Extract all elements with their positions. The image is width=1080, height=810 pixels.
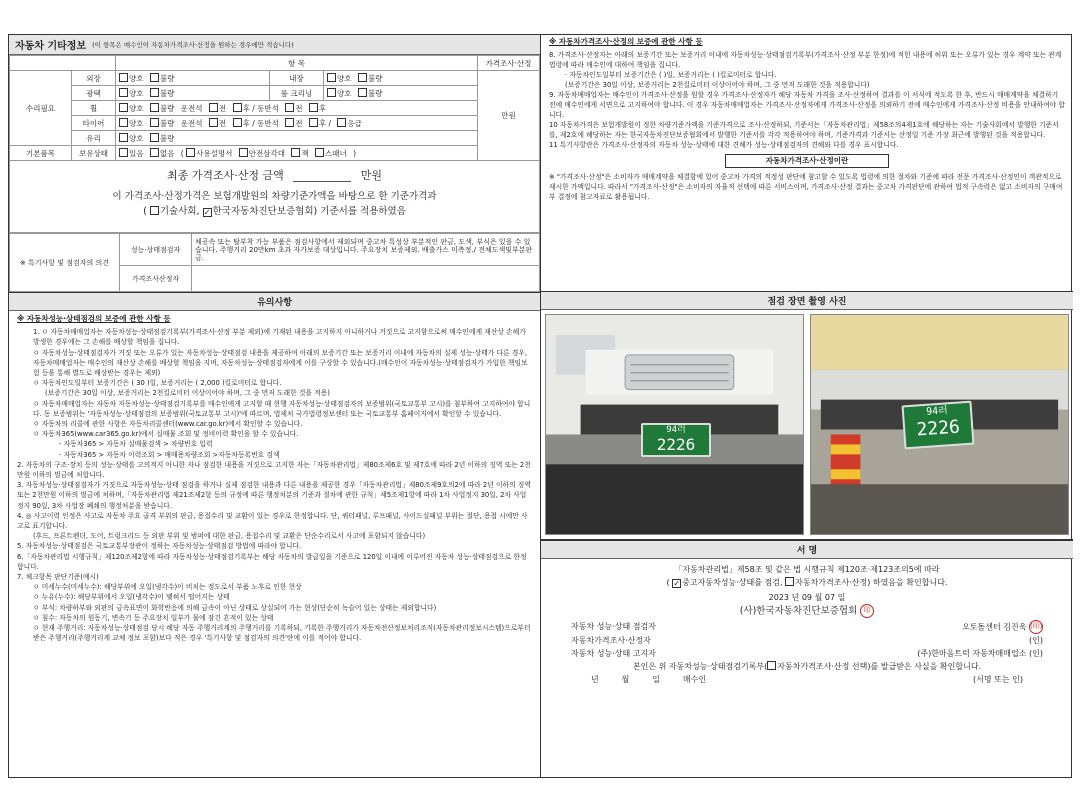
basic-name: 보유상태	[72, 146, 116, 161]
other-info-title: 자동차 기타정보	[15, 41, 87, 52]
license-plate: 94러 2226	[641, 423, 711, 457]
row-options: 양호 불량	[116, 131, 478, 146]
row-name-2: 내장	[269, 71, 323, 86]
caution-item: ㅇ 침수: 자동차의 원동기, 변속기 등 주요장치 일부가 물에 잠긴 흔적이 있는 상태	[33, 613, 274, 622]
inspector-seal-icon: (印)	[1029, 620, 1043, 634]
buyer-row: 년 월 일 매수인 (서명 또는 인)	[591, 675, 1023, 684]
front-photo	[545, 314, 804, 535]
signature-org: (사)한국자동차진단보증협회 印	[551, 604, 1063, 618]
row-options-2: 양호 불량	[323, 71, 477, 86]
caution-item: (보증기간은 30일 이상, 보증거리는 2천킬로미터 이상이어야 하며, 그 중 먼저 도래한 것을 적용)	[45, 389, 330, 398]
appraisal-item: 11 특기사항란은 가격조사·산정자의 자동차 성능·상태에 대한 견해가 성능·상태점검자의 견해와 다를 경우 표시합니다.	[549, 141, 899, 149]
checkbox[interactable]	[150, 148, 159, 157]
caution-item: 5. 자동차성능·상태점검은 국토교통부장관이 정하는 자동차성능·상태점검 방법에 따라야 합니다.	[17, 542, 302, 551]
appraisal-item: · 자동차인도일부터 보증기간은 ( )일, 보증거리는 ( )킬로미터로 합니다.	[565, 71, 777, 79]
col-price-header: 가격조사·산정	[478, 56, 540, 71]
checkbox[interactable]	[285, 118, 294, 127]
photos-title: 점검 장면 촬영 사진	[767, 297, 847, 307]
other-info-note: (이 항목은 매수인이 자동차가격조사·산정을 원하는 경우에만 적습니다)	[92, 41, 294, 49]
checkbox[interactable]	[119, 148, 128, 157]
signature-line2: ( ✓ 중고자동차성능·상태를 점검, 자동차가격조사·산정) 하였음을 확인합니다.	[666, 578, 948, 588]
row-name-2: 룸 크리닝	[269, 86, 323, 101]
appraisal-item: 9. 자동차매매업자는 매수인이 가격조사·산정을 원할 경우 가격조사·산정자가 해당 자동차 가격을 조사·산정하여 결과를 이 서식에 적도록 한 후, 반드시 매매계약을 체결하기 전에 매수인에게 서면으로 고지하여야 합니다. 이 경우 자동차매매업자는 가격조사·산정자에게 가격조사·산정을 의뢰하기 전에 매수인에게 가격조사·산정 비용을 안내하여야 합니다.	[549, 91, 1065, 119]
checkbox[interactable]	[150, 133, 159, 142]
caution-item: ㅇ 누유(누수): 해당부위에서 오일(냉각수)이 맺혀서 떨어지는 상태	[33, 593, 230, 602]
other-info-header	[9, 35, 540, 55]
checkbox[interactable]	[119, 88, 128, 97]
final-price-section	[9, 161, 540, 233]
checkbox[interactable]	[309, 103, 318, 112]
cautions-subtitle: ※ 자동차성능·상태점검의 보증에 관한 사항 등	[17, 314, 171, 323]
row-name: 휠	[72, 101, 116, 116]
appraiser-text	[192, 266, 540, 292]
cautions-header	[9, 292, 540, 311]
checkbox[interactable]	[315, 148, 324, 157]
caution-list	[17, 327, 532, 643]
row-options: 양호 불량 운전석 전 후 / 동반석 전 후 / 응급	[116, 116, 478, 131]
signature-line1: 「자동차관리법」제58조 및 같은 법 시행규칙 제120조·제123조의5에 따라	[674, 565, 940, 574]
receipt-line: 본인은 위 자동차성능·상태점검기록부( 자동차가격조사·산정 선택)를 발급받은 사실을 확인합니다.	[632, 662, 982, 671]
row-options: 양호 불량 운전석 전 후 / 동반석 전 후	[116, 101, 478, 116]
row-options: 양호 불량	[116, 71, 270, 86]
caution-item: - 자동차365 > 자동차 실매물검색 > 차량번호 입력	[59, 440, 213, 449]
inspector-text: 체공속 또는 탈부착 가능 부품은 점검사항에서 제외되며 중고차 특성상 부분적인 판금, 도색, 부식은 있을 수 있습니다. 주행거리 20만km 초과 자가보증 대상입니다. 주요장치 보증제외. 배출가스 미측정./ 전체도색및부분판금.	[192, 234, 540, 266]
checkbox[interactable]	[119, 73, 128, 82]
org-seal-icon: 印	[860, 604, 874, 618]
checkbox[interactable]	[291, 148, 300, 157]
other-info-table	[9, 55, 540, 161]
caution-item: ㅇ 미세누수(미세누수): 해당부위에 오일(냉각수)이 비치는 정도로서 부품 노후로 인한 현상	[33, 583, 302, 592]
checkbox[interactable]	[327, 73, 336, 82]
checkbox[interactable]	[186, 148, 195, 157]
row-name: 유리	[72, 131, 116, 146]
basic-label: 기본품목	[10, 146, 72, 161]
opinion-label: ※ 특기사항 및 점검자의 의견	[10, 234, 120, 292]
signature-title: 서 명	[796, 546, 818, 556]
appraisal-box-title: 자동차가격조사·산정이란	[549, 154, 1065, 168]
checkbox[interactable]	[358, 88, 367, 97]
caution-item: ㅇ 자동차인도일부터 보증기간은 ( 30 )일, 보증거리는 ( 2,000 )킬로미터로 합니다.	[33, 379, 282, 388]
checkbox[interactable]	[150, 118, 159, 127]
row-name: 타이어	[72, 116, 116, 131]
checkbox[interactable]	[233, 118, 242, 127]
checkbox[interactable]	[150, 73, 159, 82]
checkbox[interactable]	[150, 206, 159, 215]
sign-row-inspector: 자동차 성능·상태 점검자 오토돔센터 김진욱 (印)	[551, 620, 1063, 634]
checkbox[interactable]	[309, 118, 318, 127]
checkbox[interactable]	[285, 103, 294, 112]
checkbox[interactable]	[119, 133, 128, 142]
checkbox[interactable]	[358, 73, 367, 82]
appraisal-box-text: ※ "가격조사·산정"은 소비자가 매매계약을 체결함에 있어 중고차 가격의 적정성 판단에 참고할 수 있도록 법령에 의한 절차와 기준에 따라 전문 가격조사·산정인이 객관적으로 제시한 가액입니다. 따라서 "가격조사·산정"은 소비자의 자율적 선택에 따른 서비스이며, 가격조사·산정 결과는 중고차 가격판단에 관하여 법적 구속력은 없고 소비자의 구매여부 결정에 참고자료로 활용됩니다.	[549, 173, 1063, 201]
final-price-input[interactable]	[293, 168, 351, 182]
photos-area	[541, 310, 1073, 540]
caution-item: - 자동차365 > 자동차 이력조회 > 매매용차량조회 >자동차등록번호 검색	[59, 450, 280, 459]
sign-row-notifier: 자동차 성능·상태 고지자 (주)한마음트럭 자동차매매업소 (인)	[571, 649, 1043, 658]
unit-won: 만원	[478, 71, 540, 161]
checkbox[interactable]	[233, 103, 242, 112]
row-name: 외장	[72, 71, 116, 86]
signature-section	[541, 559, 1073, 690]
caution-item: ㅇ 자동차의 리콜에 관한 사항은 자동차리콜센터(www.car.go.kr)에서 확인할 수 있습니다.	[33, 420, 303, 429]
signature-date: 2023 년 09 월 07 일	[768, 593, 846, 602]
checkbox[interactable]	[209, 103, 218, 112]
checkbox[interactable]	[239, 148, 248, 157]
appraisal-item: 10 자동차가격은 보험개발원이 정한 차량기준가액을 기준가격으로 조사·산정하되, 기준서는「자동차관리법」제58조의4제1호에 해당하는 자는 기술사회에서 발행한 기준서를, 제2호에 해당하는 자는 한국자동차진단보증협회에서 발행한 기준서를 각각 적용하여야 하며, 기준가격과 기준서는 산정일 기준 가장 최근에 발행된 것을 적용합니다.	[549, 121, 1059, 139]
final-price-label: 최종 가격조사·산정 금액	[166, 169, 284, 182]
basic-options: 있음 없음 ( 사용설명서 안전삼각대 잭 스패너 )	[116, 146, 478, 161]
checkbox[interactable]	[150, 88, 159, 97]
license-plate: 94러 2226	[902, 401, 975, 450]
checkbox[interactable]	[785, 577, 794, 586]
checkbox[interactable]	[337, 118, 346, 127]
caution-item: 3. 자동차성능·상태점검자가 거짓으로 자동차성능·상태 점검을 하거나 실제 점검한 내용과 다른 내용을 제공한 경우「자동차관리법」제80조제9호의2에 따라 2년 이하의 징역 또는 2천만원 이하의 벌금에 처하며,「자동차관리법 제21조제2항 등의 규정에 따른 행정처분의 기준과 절차에 관한 규칙」제5조제1항에 따라 1차 사업정지 30일, 2차 사업정지 90일, 3차 사업장 폐쇄의 행정처분을 받습니다.	[17, 481, 531, 510]
inspector-label: 성능·상태점검자	[120, 234, 192, 266]
col-item-header: 항 목	[116, 56, 478, 71]
inspection-document	[8, 34, 1072, 778]
right-column	[541, 35, 1073, 777]
rear-photo	[810, 314, 1069, 535]
photos-header	[541, 292, 1073, 310]
appraisal-guarantee-title: ※ 자동차가격조사·산정의 보증에 관한 사항 등	[549, 37, 703, 46]
checkbox[interactable]	[119, 103, 128, 112]
row-options-2: 양호 불량	[323, 86, 477, 101]
caution-item: ㅇ 자동차365(www.car365.go.kr)에서 실매물 조회 및 정비이력 확인을 할 수 있습니다.	[33, 430, 299, 439]
left-column	[9, 35, 541, 777]
caution-item: ㅇ 자동차성능·상태점검자가 거짓 또는 오류가 있는 자동차성능·상태점검 내용을 제공하여 아래의 보증기간 또는 보증거리 이내에 자동차의 실제 성능·상태가 다른 경우, 자동차매매업자는 매수인의 재산상 손해를 배상할 책임을 지며, 자동차성능·상태점검자에게 이를 구상할 수 있습니다.(매수인이 자동차성능·상태점검자가 가입한 책임보험 등을 통해 별도로 배상받는 경우는 제외)	[33, 348, 528, 378]
checkbox[interactable]	[767, 661, 776, 670]
cautions-body	[9, 311, 540, 647]
caution-item: 7. 체크항목 판단기준(예시)	[17, 573, 99, 582]
appraisal-list	[549, 50, 1065, 150]
caution-item: ㅇ 자동차매매업자는 자동차 자동차성능·상태점검기록부를 매수인에게 고지할 때 현행 자동차성능·상태점검자의 보증범위(국토교통부 고시)를 첨부하여 고지하여야 합니다. 동 보증범위는 '자동차성능·상태점검의 보증범위(국토교통부 고시)'에 따르며, 법제처 국가법령정보센터 또는 국토교통부 홈페이지에서 확인할 수 있습니다.	[33, 399, 531, 418]
caution-item: ㅇ 현재 주행거리: 자동차성능·상태점검 당시 해당 자동 주행거리계의 주행거리를 기록하되, 기록한 주행거리가 자동차전산정보처리조직(자동차관리정보시스템)으로부터 받은 주행거리(주행거리계 교체 정보 포함)보다 적은 경우 '특기사항 및 점검자의 의견'란에 이를 적어야 합니다.	[33, 624, 531, 643]
sign-row-appraiser: 자동차가격조사·산정자 (인)	[571, 636, 1043, 645]
appraisal-item: (보증기간은 30일 이상, 보증거리는 2천킬로미터 이상이어야 하며, 그 중 먼저 도래한 것을 적용합니다)	[565, 81, 870, 89]
basis-text: 이 가격조사·산정가격은 보험개발원의 차량기준가액을 바탕으로 한 기준가격과 ( 기술사회, ✓ 한국자동차진단보증협회) 기준서를 적용하였음	[112, 191, 437, 217]
caution-item: 2. 자동차의 구조·장치 등의 성능·상태를 고의적지 아니한 자나 점검한 내용을 거짓으로 고지한 자는「자동차관리법」제80조제6호 및 제7호에 따라 2년 이하의 징역 또는 2천만원 이하의 벌금에 처합니다.	[17, 460, 531, 480]
appraisal-guarantee-section	[541, 35, 1073, 292]
repair-label: 수리필요	[10, 71, 72, 146]
caution-item: 6.「자동차관리법 시행규칙」제120조제2항에 따라 자동차성능·상태점검기록부는 해당 자동차의 발급일을 기준으로 120일 이내에 이루어진 자동차 성능·상태점검으로 한정합니다.	[17, 552, 527, 571]
signature-header	[541, 540, 1073, 559]
checkbox[interactable]	[150, 103, 159, 112]
checkbox[interactable]	[327, 88, 336, 97]
final-price-unit: 만원	[360, 169, 382, 182]
caution-item: ㅇ 부식: 차량하부와 외판의 금속표면이 화학반응에 의해 금속이 아닌 상태로 상실되어 가는 현상(단순히 녹슬어 있는 상태는 제외합니다)	[33, 603, 437, 612]
checkbox-checked[interactable]: ✓	[203, 208, 211, 217]
checkbox[interactable]	[119, 118, 128, 127]
appraisal-item: 8. 가격조사·산정자는 아래의 보증기간 또는 보증거리 이내에 자동차성능·상태점검기록부(가격조사·산정 부분 한정)에 적힌 내용에 허위 또는 오류가 있는 경우 계약 또는 관계법령에 따라 매수인에 대하여 책임을 집니다.	[549, 51, 1062, 69]
checkbox[interactable]	[209, 118, 218, 127]
cautions-title: 유의사항	[257, 298, 292, 308]
row-options: 양호 불량	[116, 86, 270, 101]
checkbox-checked[interactable]: ✓	[673, 579, 681, 588]
row-name: 광택	[72, 86, 116, 101]
caution-item: 1. ㅇ 자동차매매업자는 자동차성능·상태점검기록부(가격조사·산정 부분 제외)에 기재된 내용을 고지하지 아니하거나 거짓으로 고지함으로써 매수인에게 재산상 손해가 발생한 경우에는 그 손해를 배상할 책임을 집니다.	[33, 328, 526, 347]
opinion-table	[9, 233, 540, 292]
appraiser-label: 가격조사산정자	[120, 266, 192, 292]
caution-item: 4. ◎ 사고이력 인정은 사고로 자동차 주요 골격 부위의 판금, 용접수리 및 교환이 있는 경우로 한정합니다. 단, 쿼터패널, 루프패널, 사이드실패널 부위는 절단, 용접 시에만 사고로 표기합니다.	[17, 511, 528, 531]
caution-item: (후드, 프론트펜더, 도어, 트렁크리드 등 외판 부위 및 범퍼에 대한 판금, 용접수리 및 교환은 단순수리로서 사고에 포함되지 않습니다)	[33, 532, 426, 541]
